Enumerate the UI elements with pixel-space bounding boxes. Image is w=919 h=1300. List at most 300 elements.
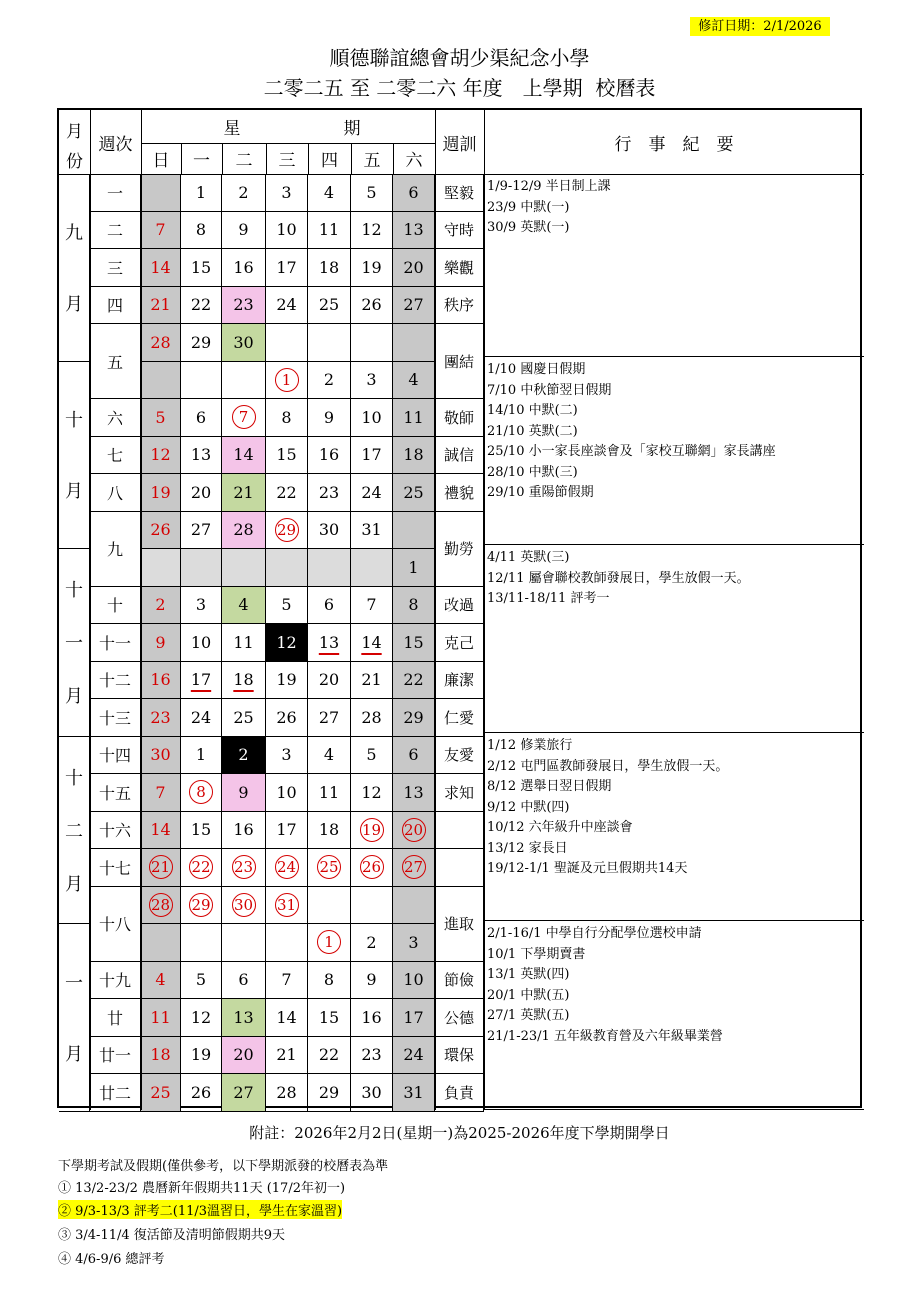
calendar-day-cell xyxy=(393,399,435,437)
calendar-day-cell xyxy=(393,174,435,212)
motto-cell xyxy=(435,437,484,475)
calendar-day-number: 24 xyxy=(361,482,382,502)
calendar-day-number: 23 xyxy=(233,295,254,315)
calendar-day-cell xyxy=(351,512,393,550)
calendar-day-number: 6 xyxy=(323,595,335,615)
calendar-day-number: 21 xyxy=(276,1045,297,1065)
month-label-cell xyxy=(59,174,90,362)
table-rule xyxy=(222,143,223,174)
calendar-day-cell xyxy=(181,324,222,362)
calendar-day-number: 7 xyxy=(155,782,166,802)
calendar-day-cell xyxy=(308,249,351,287)
week-number: 十九 xyxy=(98,971,131,991)
events-oct xyxy=(484,357,864,545)
footnote: 附註：2026年2月2日(星期一)為2025-2026年度下學期開學日 xyxy=(249,1124,670,1142)
calendar-day-cell xyxy=(141,1037,181,1075)
weekday-header-group: 期 xyxy=(343,119,361,139)
calendar-day-cell xyxy=(222,699,266,737)
calendar-day-cell xyxy=(181,249,222,287)
calendar-day-number: 26 xyxy=(150,520,171,540)
calendar-day-number: 25 xyxy=(233,707,254,727)
table-rule xyxy=(141,110,142,1110)
table-rule xyxy=(435,110,436,1110)
weekly-motto: 守時 xyxy=(443,221,474,240)
month-label-char: 一 xyxy=(65,972,83,994)
calendar-day-cell xyxy=(181,774,222,812)
calendar-day-number: 17 xyxy=(361,445,382,465)
week-number: 四 xyxy=(106,296,123,316)
calendar-day-cell xyxy=(181,924,222,962)
week-number-cell xyxy=(90,399,141,437)
calendar-day-cell xyxy=(308,887,351,925)
calendar-day-cell xyxy=(141,399,181,437)
calendar-day-cell xyxy=(393,437,435,475)
calendar-day-number: 24 xyxy=(403,1045,424,1065)
month-label-cell xyxy=(59,924,90,1112)
table-rule xyxy=(266,143,267,174)
calendar-day-cell xyxy=(266,587,308,625)
event-line: 21/1-23/1 五年級教育營及六年級畢業營 xyxy=(487,1028,723,1044)
calendar-day-cell xyxy=(308,999,351,1037)
week-number-cell xyxy=(90,587,141,625)
calendar-day-number: 21 xyxy=(233,482,254,502)
calendar-day-number: 8 xyxy=(195,220,207,240)
calendar-day-number: 3 xyxy=(281,182,292,202)
calendar-day-number: 30 xyxy=(233,332,254,352)
week-number: 十二 xyxy=(98,671,131,691)
week-number: 八 xyxy=(106,483,123,503)
event-line: 1/9-12/9 半日制上課 xyxy=(487,179,611,194)
calendar-day-number: 19 xyxy=(150,482,171,502)
calendar-day-cell xyxy=(351,474,393,512)
next-term-item: ② 9/3-13/3 評考二(11/3溫習日，學生在家溫習) xyxy=(58,1200,342,1219)
calendar-day-number: 5 xyxy=(281,595,292,615)
calendar-day-cell xyxy=(393,474,435,512)
event-line: 13/1 英默(四) xyxy=(487,967,570,982)
table-rule xyxy=(308,143,309,174)
calendar-day-cell xyxy=(351,737,393,775)
calendar-day-number: 7 xyxy=(366,595,377,615)
calendar-day-number: 8 xyxy=(323,970,335,990)
motto-cell xyxy=(435,174,484,212)
calendar-day-cell xyxy=(222,624,266,662)
calendar-day-cell xyxy=(308,324,351,362)
calendar-day-number: 11 xyxy=(233,632,254,652)
calendar-day-number: 18 xyxy=(233,670,254,690)
weekly-motto: 團結 xyxy=(443,352,474,371)
calendar-day-cell xyxy=(222,812,266,850)
weekly-motto: 環保 xyxy=(443,1046,474,1065)
calendar-day-cell xyxy=(222,849,266,887)
calendar-day-cell xyxy=(308,662,351,700)
calendar-day-cell xyxy=(393,1037,435,1075)
calendar-day-cell xyxy=(393,549,435,587)
calendar-day-number: 30 xyxy=(232,893,256,917)
calendar-day-number: 22 xyxy=(318,1045,340,1065)
calendar-day-number: 26 xyxy=(360,855,384,879)
calendar-day-number: 23 xyxy=(150,707,171,727)
calendar-day-number: 26 xyxy=(190,1082,212,1102)
week-number-cell xyxy=(90,699,141,737)
calendar-day-number: 23 xyxy=(318,482,340,502)
calendar-day-number: 15 xyxy=(403,632,424,652)
calendar-day-number: 1 xyxy=(195,182,207,202)
calendar-day-number: 26 xyxy=(361,295,382,315)
calendar-day-cell xyxy=(266,812,308,850)
event-line: 10/12 六年級升中座談會 xyxy=(487,820,633,835)
calendar-day-cell xyxy=(222,962,266,1000)
calendar-day-cell xyxy=(351,1074,393,1112)
week-number-cell xyxy=(90,512,141,587)
calendar-day-number: 22 xyxy=(403,670,424,690)
calendar-day-cell xyxy=(393,737,435,775)
week-number-cell xyxy=(90,662,141,700)
event-line: 28/10 中默(三) xyxy=(487,464,578,480)
calendar-day-cell xyxy=(393,324,435,362)
motto-cell xyxy=(435,699,484,737)
calendar-day-number: 29 xyxy=(318,1082,340,1102)
calendar-day-cell xyxy=(393,212,435,250)
calendar-day-cell xyxy=(393,774,435,812)
calendar-day-number: 30 xyxy=(150,745,171,765)
calendar-day-number: 9 xyxy=(323,407,335,427)
event-line: 13/12 家長日 xyxy=(487,840,568,856)
calendar-day-number: 24 xyxy=(275,855,299,879)
calendar-day-number: 19 xyxy=(190,1045,212,1065)
calendar-day-number: 13 xyxy=(403,220,424,240)
calendar-day-cell xyxy=(393,362,435,400)
calendar-day-cell xyxy=(266,662,308,700)
calendar-day-cell xyxy=(266,249,308,287)
calendar-day-number: 13 xyxy=(403,782,424,802)
calendar-day-cell xyxy=(351,774,393,812)
event-line: 19/12-1/1 聖誕及元旦假期共14天 xyxy=(487,861,688,876)
calendar-day-number: 4 xyxy=(408,370,419,390)
calendar-day-number: 24 xyxy=(190,707,212,727)
calendar-day-cell xyxy=(141,962,181,1000)
calendar-day-cell xyxy=(308,512,351,550)
calendar-day-cell xyxy=(308,474,351,512)
motto-header: 週訓 xyxy=(442,134,477,155)
calendar-day-number: 19 xyxy=(360,818,384,842)
weekday-header-cell: 六 xyxy=(405,151,423,171)
calendar-day-cell xyxy=(266,399,308,437)
week-number-cell xyxy=(90,1037,141,1075)
week-number: 廿二 xyxy=(98,1083,131,1103)
weekday-header-group: 星 xyxy=(223,119,241,139)
calendar-day-cell xyxy=(351,1037,393,1075)
calendar-day-cell xyxy=(141,249,181,287)
week-number: 廿一 xyxy=(98,1046,131,1066)
table-rule xyxy=(484,110,485,1110)
event-line: 4/11 英默(三) xyxy=(487,550,570,565)
calendar-day-number: 27 xyxy=(233,1082,254,1102)
calendar-day-cell xyxy=(308,362,351,400)
week-number-cell xyxy=(90,737,141,775)
week-number: 十六 xyxy=(98,821,131,841)
weekday-header-cell: 四 xyxy=(321,151,338,171)
calendar-day-cell xyxy=(141,699,181,737)
calendar-day-number: 16 xyxy=(361,1007,382,1027)
week-number: 二 xyxy=(106,221,123,241)
next-term-item: ③ 3/4-11/4 復活節及清明節假期共9天 xyxy=(58,1228,286,1243)
calendar-day-number: 22 xyxy=(190,295,212,315)
calendar-day-cell xyxy=(266,512,308,550)
calendar-day-number: 20 xyxy=(233,1045,254,1065)
table-rule xyxy=(351,143,352,174)
calendar-day-number: 14 xyxy=(150,257,171,277)
calendar-day-cell xyxy=(393,624,435,662)
calendar-day-number: 25 xyxy=(403,482,424,502)
calendar-day-number: 30 xyxy=(361,1082,382,1102)
weekly-motto: 勤勞 xyxy=(443,540,474,558)
calendar-day-cell xyxy=(222,1037,266,1075)
month-label-cell xyxy=(59,362,90,550)
calendar-day-number: 10 xyxy=(276,782,297,802)
calendar-day-cell xyxy=(222,737,266,775)
week-number: 十三 xyxy=(98,708,131,728)
weekly-motto: 仁愛 xyxy=(443,708,474,727)
motto-cell xyxy=(435,737,484,775)
calendar-day-cell xyxy=(266,324,308,362)
calendar-day-cell xyxy=(181,212,222,250)
calendar-day-number: 1 xyxy=(317,930,341,954)
month-label-char: 十 xyxy=(65,580,83,602)
motto-cell xyxy=(435,774,484,812)
table-rule xyxy=(141,143,435,144)
calendar-day-cell xyxy=(351,287,393,325)
week-number: 十八 xyxy=(98,915,131,934)
motto-cell xyxy=(435,249,484,287)
calendar-day-number: 5 xyxy=(366,182,377,202)
calendar-day-cell xyxy=(266,287,308,325)
calendar-day-cell xyxy=(222,362,266,400)
month-header-bottom: 份 xyxy=(66,151,83,172)
motto-cell xyxy=(435,512,484,587)
events-header: 行 事 紀 要 xyxy=(614,134,734,155)
calendar-day-number: 14 xyxy=(150,820,171,840)
calendar-day-number: 10 xyxy=(403,970,424,990)
calendar-day-number: 28 xyxy=(149,893,173,917)
calendar-day-number: 29 xyxy=(189,893,213,917)
calendar-day-cell xyxy=(351,812,393,850)
weekday-header-cell: 三 xyxy=(278,151,296,171)
calendar-day-number: 10 xyxy=(276,220,297,240)
event-line: 25/10 小一家長座談會及「家校互聯網」家長講座 xyxy=(487,444,776,459)
calendar-day-cell xyxy=(222,512,266,550)
calendar-day-number: 20 xyxy=(403,257,424,277)
weekly-motto: 堅毅 xyxy=(443,183,474,202)
calendar-day-cell xyxy=(181,624,222,662)
events-dec xyxy=(484,733,864,921)
week-number-cell xyxy=(90,849,141,887)
calendar-day-cell xyxy=(308,1037,351,1075)
week-number-cell xyxy=(90,887,141,962)
calendar-day-cell xyxy=(351,249,393,287)
calendar-day-cell xyxy=(308,774,351,812)
calendar-day-cell xyxy=(181,362,222,400)
calendar-day-number: 20 xyxy=(190,482,212,502)
calendar-day-number: 19 xyxy=(361,257,382,277)
weekly-motto: 求知 xyxy=(443,783,474,802)
calendar-day-cell xyxy=(308,962,351,1000)
calendar-day-number: 27 xyxy=(402,855,426,879)
calendar-day-cell xyxy=(222,549,266,587)
calendar-day-cell xyxy=(266,887,308,925)
calendar-day-cell xyxy=(141,587,181,625)
week-number-cell xyxy=(90,437,141,475)
calendar-day-cell xyxy=(308,812,351,850)
calendar-day-number: 28 xyxy=(276,1082,297,1102)
calendar-day-number: 13 xyxy=(318,632,340,652)
calendar-day-number: 21 xyxy=(361,670,382,690)
calendar-day-cell xyxy=(181,474,222,512)
calendar-day-number: 28 xyxy=(233,520,254,540)
calendar-day-cell xyxy=(393,662,435,700)
calendar-day-number: 2 xyxy=(366,932,377,952)
calendar-day-number: 10 xyxy=(361,407,382,427)
week-number: 廿 xyxy=(106,1008,123,1028)
calendar-day-number: 2 xyxy=(323,370,335,390)
calendar-day-number: 12 xyxy=(276,632,297,652)
event-line: 10/1 下學期賣書 xyxy=(487,946,586,962)
calendar-day-number: 5 xyxy=(366,745,377,765)
calendar-day-number: 26 xyxy=(276,707,297,727)
event-line: 27/1 英默(五) xyxy=(487,1008,570,1023)
calendar-day-cell xyxy=(141,362,181,400)
calendar-day-cell xyxy=(393,999,435,1037)
month-label-char: 十 xyxy=(65,767,83,789)
calendar-day-cell xyxy=(308,624,351,662)
calendar-day-number: 11 xyxy=(318,220,340,240)
event-line: 14/10 中默(二) xyxy=(487,403,578,418)
month-label-char: 月 xyxy=(65,481,83,503)
calendar-day-cell xyxy=(222,1074,266,1112)
calendar-day-number: 28 xyxy=(361,707,382,727)
calendar-day-cell xyxy=(351,849,393,887)
calendar-day-cell xyxy=(266,549,308,587)
calendar-day-number: 8 xyxy=(408,595,419,615)
events-sep xyxy=(484,174,864,357)
calendar-day-cell xyxy=(266,962,308,1000)
motto-cell xyxy=(435,324,484,399)
month-header-top: 月 xyxy=(66,121,83,142)
calendar-day-cell xyxy=(266,1074,308,1112)
week-number: 十一 xyxy=(98,633,131,653)
calendar-day-number: 3 xyxy=(195,595,207,615)
calendar-day-number: 23 xyxy=(361,1045,382,1065)
calendar-day-number: 8 xyxy=(189,780,213,804)
calendar-day-cell xyxy=(222,999,266,1037)
calendar-day-number: 15 xyxy=(318,1007,340,1027)
motto-cell xyxy=(435,1037,484,1075)
calendar-day-cell xyxy=(222,924,266,962)
week-number: 三 xyxy=(106,258,123,278)
motto-cell xyxy=(435,999,484,1037)
calendar-day-number: 16 xyxy=(150,670,171,690)
calendar-day-number: 6 xyxy=(408,182,419,202)
week-number: 九 xyxy=(106,540,123,559)
calendar-day-cell xyxy=(393,1074,435,1112)
month-label-char: 月 xyxy=(65,293,83,315)
week-number-cell xyxy=(90,212,141,250)
calendar-day-cell xyxy=(141,512,181,550)
month-label-char: 月 xyxy=(65,873,83,895)
calendar-day-cell xyxy=(181,887,222,925)
calendar-day-cell xyxy=(181,512,222,550)
week-number: 五 xyxy=(106,352,123,372)
calendar-day-number: 11 xyxy=(403,407,424,427)
calendar-day-cell xyxy=(141,662,181,700)
calendar-day-cell xyxy=(393,287,435,325)
calendar-day-cell xyxy=(141,1074,181,1112)
calendar-day-number: 22 xyxy=(276,482,297,502)
weekday-header-cell: 五 xyxy=(363,151,381,171)
weekday-header-cell: 一 xyxy=(193,151,210,171)
calendar-day-number: 8 xyxy=(281,407,292,427)
calendar-day-number: 24 xyxy=(276,295,297,315)
weekday-header-cell: 二 xyxy=(235,151,253,171)
month-label-cell xyxy=(59,549,90,737)
week-number-cell xyxy=(90,962,141,1000)
calendar-day-number: 23 xyxy=(232,855,256,879)
week-number-cell xyxy=(90,324,141,399)
calendar-day-number: 31 xyxy=(275,893,299,917)
calendar-day-number: 16 xyxy=(318,445,340,465)
calendar-day-cell xyxy=(308,849,351,887)
calendar-day-number: 11 xyxy=(150,1007,171,1027)
revision-date: 修訂日期：2/1/2026 xyxy=(690,17,830,36)
calendar-day-number: 19 xyxy=(276,670,297,690)
weekly-motto: 友愛 xyxy=(443,746,474,765)
calendar-day-cell xyxy=(351,962,393,1000)
calendar-day-number: 3 xyxy=(408,932,419,952)
calendar-day-number: 9 xyxy=(155,632,166,652)
calendar-day-number: 3 xyxy=(366,370,377,390)
event-line: 20/1 中默(五) xyxy=(487,987,570,1003)
calendar-day-number: 16 xyxy=(233,820,254,840)
calendar-day-number: 21 xyxy=(150,295,171,315)
calendar-day-cell xyxy=(351,662,393,700)
calendar-day-number: 18 xyxy=(318,257,340,277)
table-rule xyxy=(90,110,91,1110)
calendar-day-cell xyxy=(308,549,351,587)
calendar-day-cell xyxy=(181,1074,222,1112)
calendar-day-cell xyxy=(351,887,393,925)
week-number: 十五 xyxy=(98,783,131,803)
calendar-day-cell xyxy=(141,624,181,662)
calendar-day-number: 22 xyxy=(189,855,213,879)
event-line: 7/10 中秋節翌日假期 xyxy=(487,382,612,398)
motto-cell xyxy=(435,1074,484,1112)
calendar-day-number: 17 xyxy=(276,257,297,277)
month-label-char: 月 xyxy=(65,686,83,708)
calendar-day-cell xyxy=(393,512,435,550)
calendar-day-number: 4 xyxy=(323,745,335,765)
calendar-day-cell xyxy=(222,774,266,812)
calendar-day-number: 25 xyxy=(318,295,340,315)
calendar-day-cell xyxy=(222,474,266,512)
calendar-day-number: 2 xyxy=(238,745,249,765)
calendar-day-cell xyxy=(351,174,393,212)
calendar-day-cell xyxy=(141,437,181,475)
calendar-day-cell xyxy=(222,324,266,362)
calendar-day-cell xyxy=(222,662,266,700)
calendar-day-number: 18 xyxy=(403,445,424,465)
table-rule xyxy=(181,143,182,174)
calendar-day-number: 18 xyxy=(318,820,340,840)
next-term-item: ① 13/2-23/2 農曆新年假期共11天 (17/2年初一) xyxy=(58,1181,346,1196)
